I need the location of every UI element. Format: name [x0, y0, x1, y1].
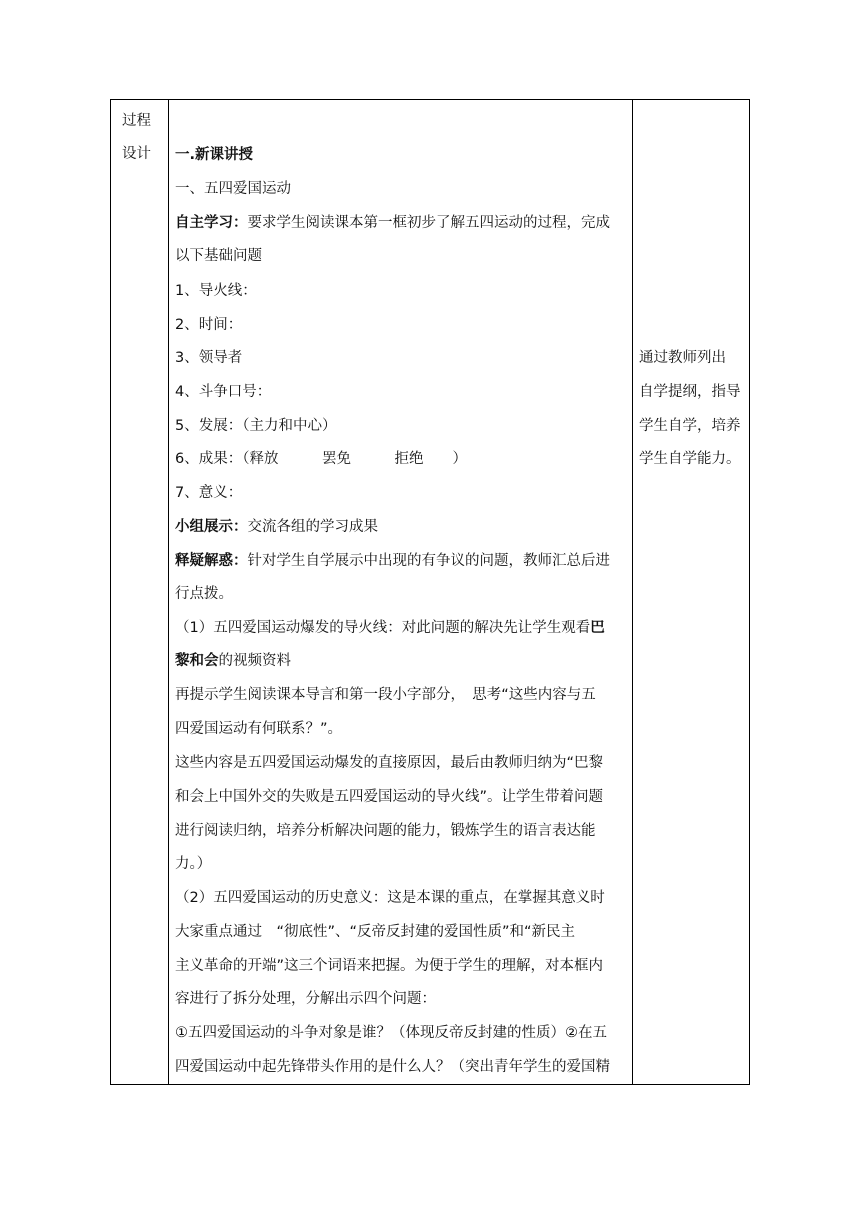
note-line: 通过教师列出 [639, 350, 726, 366]
para-b-line: 进行阅读归纳，培养分析解决问题的能力，锻炼学生的语言表达能 [175, 823, 596, 839]
self-study-label: 自主学习： [175, 215, 248, 231]
para-b-line: 和会上中国外交的失败是五四爱国运动的导火线”。让学生带着问题 [175, 789, 604, 805]
list-item: 3、领导者 [175, 350, 243, 366]
note-cell [633, 100, 749, 1084]
list-item: 1、导火线： [175, 283, 257, 299]
left-label-line2: 设计 [122, 146, 151, 162]
list-item: 2、时间： [175, 317, 243, 333]
point2-line: 四爱国运动中起先锋带头作用的是什么人？（突出青年学生的爱国精 [175, 1059, 610, 1075]
point2-line: 容进行了拆分处理，分解出示四个问题： [175, 991, 436, 1007]
point2-line: （2）五四爱国运动的历史意义：这是本课的重点，在掌握其意义时 [175, 890, 605, 906]
group-show-text: 交流各组的学习成果 [247, 519, 378, 535]
lesson-table [110, 99, 750, 1085]
list-item: 7、意义： [175, 485, 243, 501]
point1-text-cont: 的视频资料 [218, 653, 291, 669]
group-show-line [175, 519, 627, 536]
point2-line: 大家重点通过 “彻底性”、“反帝反封建的爱国性质”和“新民主 [175, 924, 576, 940]
point1-text: （1）五四爱国运动爆发的导火线：对此问题的解决先让学生观看 [175, 620, 591, 636]
point1-line1 [175, 620, 627, 637]
clarify-line2: 行点拨。 [175, 586, 233, 602]
para-a-line: 再提示学生阅读课本导言和第一段小字部分， 思考“这些内容与五 [175, 687, 596, 703]
point1-line2 [175, 653, 627, 670]
point2-line: 主义革命的开端”这三个词语来把握。为便于学生的理解，对本框内 [175, 958, 604, 974]
para-a-line: 四爱国运动有何联系？”。 [175, 721, 343, 737]
sub-title: 一、五四爱国运动 [175, 181, 291, 197]
note-line: 学生自学能力。 [639, 451, 741, 467]
note-line: 学生自学，培养 [639, 418, 741, 434]
self-study-line2: 以下基础问题 [175, 248, 262, 264]
clarify-line1 [175, 553, 627, 570]
section-title: 一.新课讲授 [175, 147, 254, 163]
point1-bold: 巴 [590, 620, 605, 636]
left-label-cell [111, 100, 168, 1084]
clarify-text: 针对学生自学展示中出现的有争议的问题，教师汇总后进 [247, 553, 610, 569]
point1-bold-cont: 黎和会 [175, 653, 219, 669]
list-item: 4、斗争口号： [175, 384, 272, 400]
para-b-line: 力。） [175, 856, 212, 872]
left-label-line1: 过程 [122, 113, 151, 129]
para-b-line: 这些内容是五四爱国运动爆发的直接原因，最后由教师归纳为“巴黎 [175, 755, 604, 771]
point2-line: ①五四爱国运动的斗争对象是谁？（体现反帝反封建的性质）②在五 [175, 1025, 607, 1041]
content-cell [169, 100, 633, 1084]
self-study-text: 要求学生阅读课本第一框初步了解五四运动的过程，完成 [247, 215, 610, 231]
note-line: 自学提纲，指导 [639, 384, 741, 400]
list-item: 6、成果：（释放 罢免 拒绝 ） [175, 451, 467, 467]
clarify-label: 释疑解惑： [175, 553, 248, 569]
group-show-label: 小组展示： [175, 519, 248, 535]
self-study-line1 [175, 215, 627, 232]
list-item: 5、发展：（主力和中心） [175, 418, 337, 434]
